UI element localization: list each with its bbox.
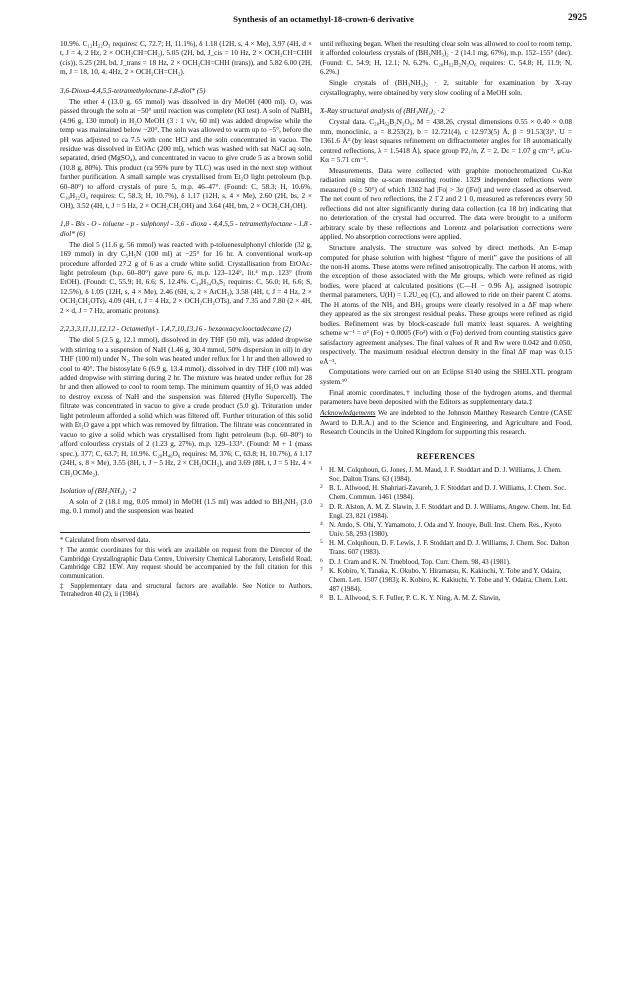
paragraph: Crystal data. C₂₀H₅₂B₂N₂O₆, M = 438.26, crystal dimensions 0.55 × 0.40 × 0.08 mm, monoclinic, a = 8.253(2), b = 12.721(4), c 12.973(5) Å, β = 91.53(3)°, U = 1361.6 Å³ (by least squares refinement on diffractometer angles for 18 automatically centred reflections, λ = 1.5418 Å), space group P2₁/n, Z = 2, Dc = 1.07 g cm⁻³, μCu-Kα = 5.71 cm⁻¹. [320,118,572,164]
reference-item [320,558,572,567]
footnote-divider [60,532,310,533]
section-heading: 2,2,3,3,11,11,12,12 - Octamethyl - 1,4,7,10,13,16 - hexaoxacyclooctadecane (2) [60,325,292,334]
right-column [320,40,572,997]
reference-text: K. Kobiro, Y. Tanaka, K. Okubo, Y. Hiramatsu, K. Kakiuchi, Y. Tobe and Y. Odaira, Chem. Lett. 1507 (1983); K. Kobiro, K. Kakiuchi, Y. Tobe and Y. Odaira, Chem. Lett. 487 (1984). [329,567,568,593]
section-heading: 3,6-Dioxa-4,4,5,5-tetramethyloctane-1,8-diol* (5) [60,86,206,95]
reference-number: 4 [320,521,323,528]
reference-item [320,521,572,539]
acknowledgements-text: We are indebted to the Johnson Matthey Research Centre (CASE Award to D.R.A.) and to the Science and Engineering, and Agriculture and Food, Research Councils in the United Kingdom for supporting this research. [320,409,572,437]
acknowledgements-label: Acknowledgements [320,409,376,418]
paragraph: until refluxing began. When the resulting clear soln was allowed to cool to room temp, it afforded colourless crystals of (BH₃NH₃)₂ · 2 (14.1 mg, 67%), m.p. 152–155° (dec). (Found: C, 54.9; H, 12.1; N, 6.2%. C₂₀H₅₂B₂N₂O₆ requires: C, 54.8; H, 11.9; N, 6.2%.) [320,40,572,77]
paragraph: 10.9%. C₁₂H₂₂O₃ requires: C, 72.7; H, 11.1%), δ 1.18 (12H, s, 4 × Me), 3.97 (4H, d × t, J = 4, 2 Hz, 2 × OCH₂CH=CH₂), 5.05 (2H, bd, J_cis = 10 Hz, 2 × OCH₂CH=CHH (cis)), 5.25 (2H, bd, J_trans = 18 Hz, 2 × OCH₂CH=CHH (trans)), and 5.82 6.00 (2H, m, J = 18, 10, 4, 4Hz, 2 × OCH₂CH=CH₂). [60,40,312,77]
acknowledgements [320,409,572,437]
reference-item [320,567,572,594]
running-header [60,12,587,28]
reference-text: N. Ando, S. Ohi, Y. Yamamoto, J. Oda and Y. Inouye, Bull. Inst. Chem. Res., Kyoto Univ. 58, 293 (1980). [329,521,562,538]
footnote: † The atomic coordinates for this work are available on request from the Director of the Cambridge Crystallographic Data Centre, University Chemical Laboratory, Lensfield Road, Cambridge CB2 1EW. Any request should be accompanied by the full citation for this communication. [60,546,312,580]
paragraph: Structure analysis. The structure was solved by direct methods. An E-map computed for phase solution with highest “figure of merit” gave the positions of all the non-H atoms. These atoms were refined anisotropically. The carbon H atoms, with the exception of those associated with the Me groups, which were refined as rigid bodies, were placed at calculated positions (C—H − 0.96 Å), assigned isotropic thermal parameters, U(H) = 1.2U_eq (C), and allowed to ride on their parent C atoms. The H atoms of the NH₃ and BH₃ groups were clearly resolved in a ΔF map where they appeared as the six strongest residual peaks. These groups were refined as rigid bodies. Refinement was by block-cascade full matrix least squares. A weighting scheme w⁻¹ = σ² (Fo) + 0.0005 (Fo²) with σ (Fo) derived from counting statistics gave satisfactory agreement analyses. The final values of R and Rw were 0.042 and 0.050, respectively. The maximum residual electron density in the final ΔF map was 0.15 eÅ⁻³. [320,244,572,366]
reference-text: B. L. Allwood, S. F. Fuller, P. C. K. Y. Ning, A. M. Z. Slawin, [329,594,501,603]
section-heading: X-Ray structural analysis of (BH₃NH₃)₂ · 2 [320,107,445,116]
left-column [60,40,312,997]
reference-item [320,503,572,521]
reference-number: 2 [320,484,323,491]
reference-number: 7 [320,567,323,574]
reference-item [320,594,572,603]
paragraph: The ether 4 (13.0 g, 65 mmol) was dissolved in dry MeOH (400 ml). O₃ was passed through the soln at −50° until reaction was complete (KI test). A soln of NaBH₄ (4.96 g, 130 mmol) in H₂O MeOH (3 : 1 v/v, 60 ml) was added dropwise while the temp was maintained below −20°. The soln was allowed to warm up to −5°, before the pH was adjusted to ca 7.5 with conc HCl and the soln concentrated in vacuo. The residue was dissolved in EtOAc (200 ml), which was washed with sat NaCl aq soln, separated, dried (MgSO₄), and concentrated in vacuo to give crude 5 as a brown solid (10.8 g, 80%). This product (ca 95% pure by TLC) was used in the next step without further purification. A small sample was crystallised from Et₂O light petroleum (b.p. 60–80°) to afford crystals of pure 5, m.p. 46–47°. (Found: C, 58.3; H, 10.6%. C₁₀H₂₂O₄ requires: C, 58.3; H, 10.7%), δ 1.17 (12H, s, 4 × Me), 2.60 (2H, bs, 2 × OH), 3.52 (4H, t, J = 5 Hz, 2 × OCH₂CH₂OH) and 3.64 (4H, bm, 2 × OCH₂CH₂OH). [60,97,312,210]
reference-text: H. M. Colquhoun, D. F. Lewis, J. F. Stoddart and D. J. Williams, J. Chem. Soc. Dalton Trans. 607 (1983). [329,539,570,557]
reference-number: 3 [320,502,323,509]
reference-number: 1 [320,466,323,473]
running-title: Synthesis of an octamethyl-18-crown-6 derivative [233,14,414,24]
reference-number: 8 [320,594,323,601]
paragraph: Computations were carried out on an Eclipse S140 using the SHELXTL program system.¹⁰ [320,368,572,386]
paragraph: Final atomic coordinates,† including those of the hydrogen atoms, and thermal parameters have been deposited with the Editors as supplementary data.‡ [320,388,572,407]
reference-text: H. M. Colquhoun, G. Jones, J. M. Maud, J. F. Stoddart and D. J. Williams, J. Chem. Soc. Dalton Trans. 63 (1984). [329,466,562,483]
paragraph: The diol 5 (2.5 g, 12.1 mmol), dissolved in dry THF (50 ml), was added dropwise with stirring to a suspension of NaH (1.46 g, 30.4 mmol, 50% dispersion in oil) in dry THF (100 ml) under N₂. The soln was heated under reflux for 1 hr and then allowed to cool to 40°. The bistosylate 6 (6.9 g, 13.4 mmol), dissolved in dry THF (100 ml) was added dropwise with stirring during 2 hr. The mixture was heated under reflux for 28 hr and then allowed to cool to room temp. The minimum quantity of H₂O was added to destroy excess of NaH and the suspension was filtered (Hyflo Supercell). The filtrate was concentrated in vacuo to give a crude product (5.0 g). Trituration under light petroleum afforded a solid which was filtered off. Further trituration of this solid with Et₂O gave a ppt which was removed by filtration. The filtrate was concentrated in vacuo to give a solid which was crystallised from light petroleum (b.p. 60–80°) to afford colourless crystals of 2 (1.23 g, 27%), m.p. 129–133°. (Found: M + 1 (mass spec.), 377; C, 63.7; H, 10.9%. C₂₀H₄₀O₆ requires: M, 376; C, 63.8; H, 10.7%), δ 1.17 (24H, s, 8 × Me), 3.55 (8H, t, J − 5 Hz, 2 × CH₂OCH₂), and 3.69 (8H, t, J = 5 Hz, 4 × CH₂OCMe₂). [60,336,312,477]
reference-number: 6 [320,557,323,564]
paragraph: Measurements. Data were collected with graphite monochromatized Cu-Kα radiation using the ω-scan measuring routine. 1329 independent reflections were measured (θ ≤ 50°) of which 1302 had |Fo| > 3σ (|Fo|) and were classed as observed. The net count of two reflections, the 2 1̄ 2 and 2 1 0, measured as references every 50 reflections did not alter significantly during data collection (ca 18 hr) indicating that no deterioration of the crystal had occurred. The data were brought to a uniform arbitrary scale by these reflections and Lorentz and polarisation corrections were applied. No absorption corrections were applied. [320,166,572,242]
paragraph: The diol 5 (11.6 g, 56 mmol) was reacted with p-toluenesulphonyl chloride (32 g, 169 mmol) in dry C₅H₅N (100 ml) at −25° for 16 hr. A conventional work-up procedure afforded 27.2 g of 6 as a crude white solid. Crystallisation from EtOAc-light petroleum (b.p. 60–80°) gave pure 6, m.p. 123–124°, lit.⁴ m.p. 123° (from EtOH). (Found: C, 55.9; H, 6.6; S, 12.4%. C₂₄H₃₄O₈S₂ requires: C, 56.0; H, 6.6; S, 12.5%), δ 1.05 (12H, s, 4 × Me), 2.46 (6H, s, 2 × ArCH₃), 3.58 (4H, t, J = 4 Hz, 2 × OCH₂CH₂OTs), 4.09 (4H, t, J = 4 Hz, 2 × OCH₂CH₂OTs), and 7.35 and 7.80 (2 × 4H, 2 × d, J = 7 Hz, aromatic protons). [60,240,312,315]
reference-text: D. J. Cram and K. N. Trueblood, Top. Curr. Chem. 98, 43 (1981). [329,557,511,566]
reference-item [320,539,572,557]
references-heading: REFERENCES [416,451,476,461]
paragraph: A soln of 2 (18.1 mg, 0.05 mmol) in MeOH (1.5 ml) was added to BH₃NH₃ (3.0 mg, 0.1 mmol) and the suspension was heated [60,497,312,516]
paragraph: Single crystals of (BH₃NH₃)₂ · 2, suitable for examination by X-ray crystallography, were obtained by very slow cooling of a MeOH soln. [320,79,572,97]
reference-list [320,466,572,603]
page-number: 2925 [568,13,587,23]
reference-text: D. R. Alston, A. M. Z. Slawin, J. F. Stoddart and D. J. Williams, Angew. Chem. Int. Ed. Engl. 23, 821 (1984). [329,502,572,520]
reference-item [320,484,572,502]
section-heading: 1,8 - Bis - O - toluene - p - sulphonyl - 3,6 - dioxa - 4,4,5,5 - tetramethyloctane - 1,8 - diol* (6) [60,220,312,238]
reference-text: B. L. Allwood, H. Shahriari-Zavareh, J. F. Stoddart and D. J. Williams, J. Chem. Soc. Chem. Commun. 1461 (1984). [329,484,567,502]
reference-number: 5 [320,539,323,546]
footnote: ‡ Supplementary data and structural factors are available. See Notice to Authors, Tetrahedron 40 (2), ii (1984). [60,582,312,599]
section-heading: Isolation of (BH₃NH₃)₂ · 2 [60,486,137,495]
footnote: * Calculated from observed data. [60,536,151,544]
reference-item [320,466,572,484]
